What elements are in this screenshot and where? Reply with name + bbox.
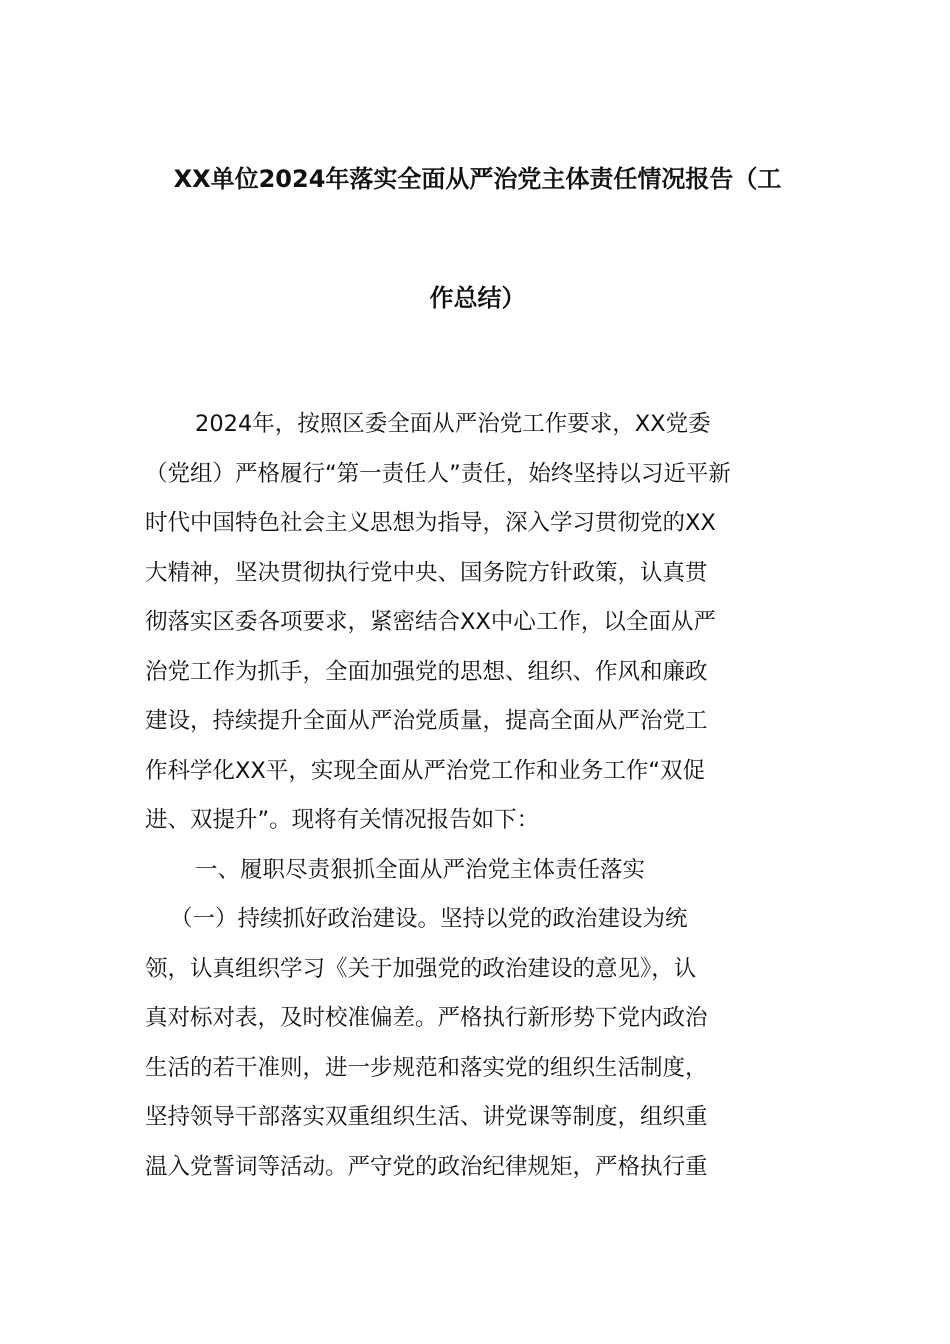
document-title-line-1: XX单位2024年落实全面从严治党主体责任情况报告（工	[173, 165, 782, 193]
paragraph-line: （一）持续抓好政治建设。坚持以党的政治建设为统	[170, 906, 688, 932]
paragraph-line: 作科学化XX平，实现全面从严治党工作和业务工作“双促	[145, 757, 705, 784]
paragraph-line: 生活的若干准则，进一步规范和落实党的组织生活制度，	[145, 1054, 708, 1081]
paragraph-line: 温入党誓词等活动。严守党的政治纪律规矩，严格执行重	[145, 1153, 708, 1180]
paragraph-line: 彻落实区委各项要求，紧密结合XX中心工作，以全面从严	[145, 609, 716, 635]
paragraph-line: （党组）严格履行“第一责任人”责任，始终坚持以习近平新	[145, 460, 731, 487]
section-heading: 一、履职尽责狠抓全面从严治党主体责任落实	[195, 856, 646, 883]
paragraph-line: 建设，持续提升全面从严治党质量，提高全面从严治党工	[145, 708, 708, 734]
document-body	[145, 400, 810, 1192]
paragraph-line: 大精神，坚决贯彻执行党中央、国务院方针政策，认真贯	[145, 559, 708, 586]
paragraph-line: 坚持领导干部落实双重组织生活、讲党课等制度，组织重	[145, 1104, 708, 1130]
paragraph-line: 真对标对表，及时校准偏差。严格执行新形势下党内政治	[145, 1005, 708, 1031]
paragraph-line: 时代中国特色社会主义思想为指导，深入学习贯彻党的XX	[145, 510, 716, 536]
paragraph-line: 2024年，按照区委全面从严治党工作要求，XX党委	[195, 411, 711, 437]
paragraph-line: 治党工作为抓手，全面加强党的思想、组织、作风和廉政	[145, 658, 708, 685]
document-title-line-2: 作总结）	[429, 284, 526, 312]
paragraph-line: 进、双提升”。现将有关情况报告如下：	[145, 807, 540, 833]
paragraph-line: 领，认真组织学习《关于加强党的政治建设的意见》，认	[145, 955, 697, 982]
